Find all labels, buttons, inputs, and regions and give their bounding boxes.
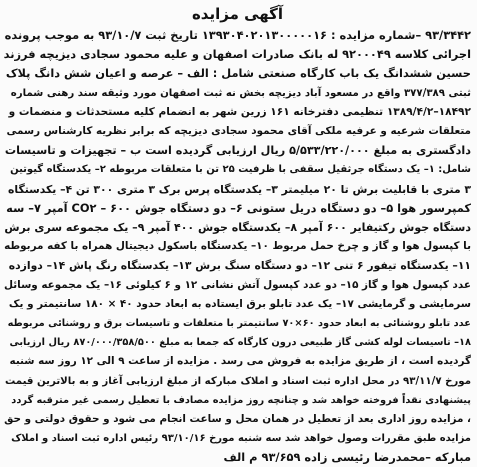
notice-line: سرمایشی و گرمایشی ۱۷– یک عدد تابلو برق ایستاده به ابعاد حدود ۴۰ × ۱۸۰ سانتیمتر و یک [8, 297, 471, 310]
notice-line: کمپرسور هوا ۵– دو دستگاه دریل ستونی ۶– دو دستگاه جوش ۶۰۰ – CO۲ آمپر ۷– سه [6, 200, 471, 215]
notice-line: ثبتی ۳۷۷/۳۸۹ واقع در مسعود آباد دیزیچه بخش نه ثبت اصفهان مورد وثیقه سند رهنی شماره [10, 87, 471, 99]
notice-line: گردیده است ، از طریق مزایده به فروش می رسد . مزایده از ساعت ۹ الی ۱۲ روز سه شنبه [9, 355, 471, 368]
notice-signature: مبارکه –محمدرضا رئیسی زاده ۹۳/۶۵۹ م الف [223, 450, 471, 465]
notice-line: پیشنهادی نقداً فروخته خواهد شد و چنانچه روز مزایده مصادف با تعطیل رسمی غیر مترقبه گردد [11, 394, 471, 406]
notice-line: ۳ متری با قابلیت برش تا ۲۰ میلیمتر ۳– یکدستگاه پرس برک ۳ متری ۳۰۰ تن ۴– یکدستگاه [8, 182, 471, 196]
notice-line: با کپسول هوا و گاز و چرخ حمل مربوط ۱۰– یکدستگاه باسکول دیجیتال همراه با کفه مربوطه [4, 240, 471, 253]
notice-line: عدد کپسول هوا و گاز ۱۵– دو عدد کپسول آتش نشانی ۱۲ و ۶ کیلوئی ۱۶– یک مجموعه وسائل [4, 278, 471, 291]
notice-line: حسین ششدانگ یک باب کارگاه صنعتی شامل : الف – عرصه و اعیان شش دانگ پلاک [5, 66, 471, 81]
notice-line: اجرائی کلاسه ۹۲۰۰۰۴۹ له بانک صادرات اصفهان و علیه محمود سجادی دیزیچه فرزند [4, 47, 471, 62]
notice-line: ۱۸۴۹۲–۱۳۸۹/۴/۲ تنظیمی دفترخانه ۱۶۱ زرین شهر به انضمام کلیه مستحدثات و منضمات و [8, 105, 471, 118]
notice-line: دادگستری به مبلغ ۵/۵۳۳/۲۲۰/۰۰۰ ریال ارزیابی گردیده است ب – تجهیزات و تاسیسات [4, 144, 471, 158]
notice-line: ، مزایده روز اداری بعد از تعطیل در همان محل و ساعت انجام می شود و حقوق دولتی و حق [4, 413, 471, 426]
notice-line: شامل: ۱– یک دستگاه جرثقیل سقفی با ظرفیت ۲۵ تن با متعلقات مربوطه ۲– یکدستگاه گیوتین [10, 164, 471, 176]
notice-line: متعلقات شرعیه و عرفیه ملکی آقای محمود سجادی دیزیچه که برابر نظریه کارشناس رسمی [6, 125, 471, 138]
notice-body [4, 26, 471, 468]
notice-line: مزایده طبق مقررات وصول خواهد شد سه شنبه مورخ ۹۳/۱۰/۱۶ رئیس اداره ثبت اسناد و املاک [11, 433, 471, 445]
notice-line: ۹۳/۳۴۴۲ –شماره مزایده : ۱۳۹۳۰۴۰۲۰۱۳۰۰۰۰۰۱۶ تاریخ ثبت ۹۳/۱۰/۷ به موجب پرونده [4, 28, 471, 42]
notice-line: ۱۸– تاسیسات لوله کشی گاز طبیعی درون کارگاه که جمعا به مبلغ ۸۷۰/۰۰۰/۳۵۸/۵۰۰ ریال ارزیابی [9, 337, 471, 349]
notice-line: دستگاه جوش رکتیفایر ۶۰۰ آمپر ۸– یکدستگاه جوش ۴۰۰ آمپر ۹– یک مجموعه سری برش [4, 221, 471, 235]
notice-line: عدد تابلو روشنائی به ابعاد حدود ۶۰×۷۰ سانتیمتر با متعلقات و تاسیسات برق و روشنائی مربوطه [7, 318, 471, 330]
notice-line: مورخ ۹۳/۱۱/۷ در محل اداره ثبت اسناد و املاک مبارکه از مبلغ ارزیابی آغاز و به بالاترین قیمت [5, 375, 471, 387]
notice-line: ۱۱– یکدستگاه تیفور ۶ تنی ۱۲– دو دستگاه سنگ برش ۱۳– یکدستگاه رنگ پاش ۱۴– دوازده [8, 259, 471, 273]
notice-title: آگهی مزایده [191, 5, 284, 23]
